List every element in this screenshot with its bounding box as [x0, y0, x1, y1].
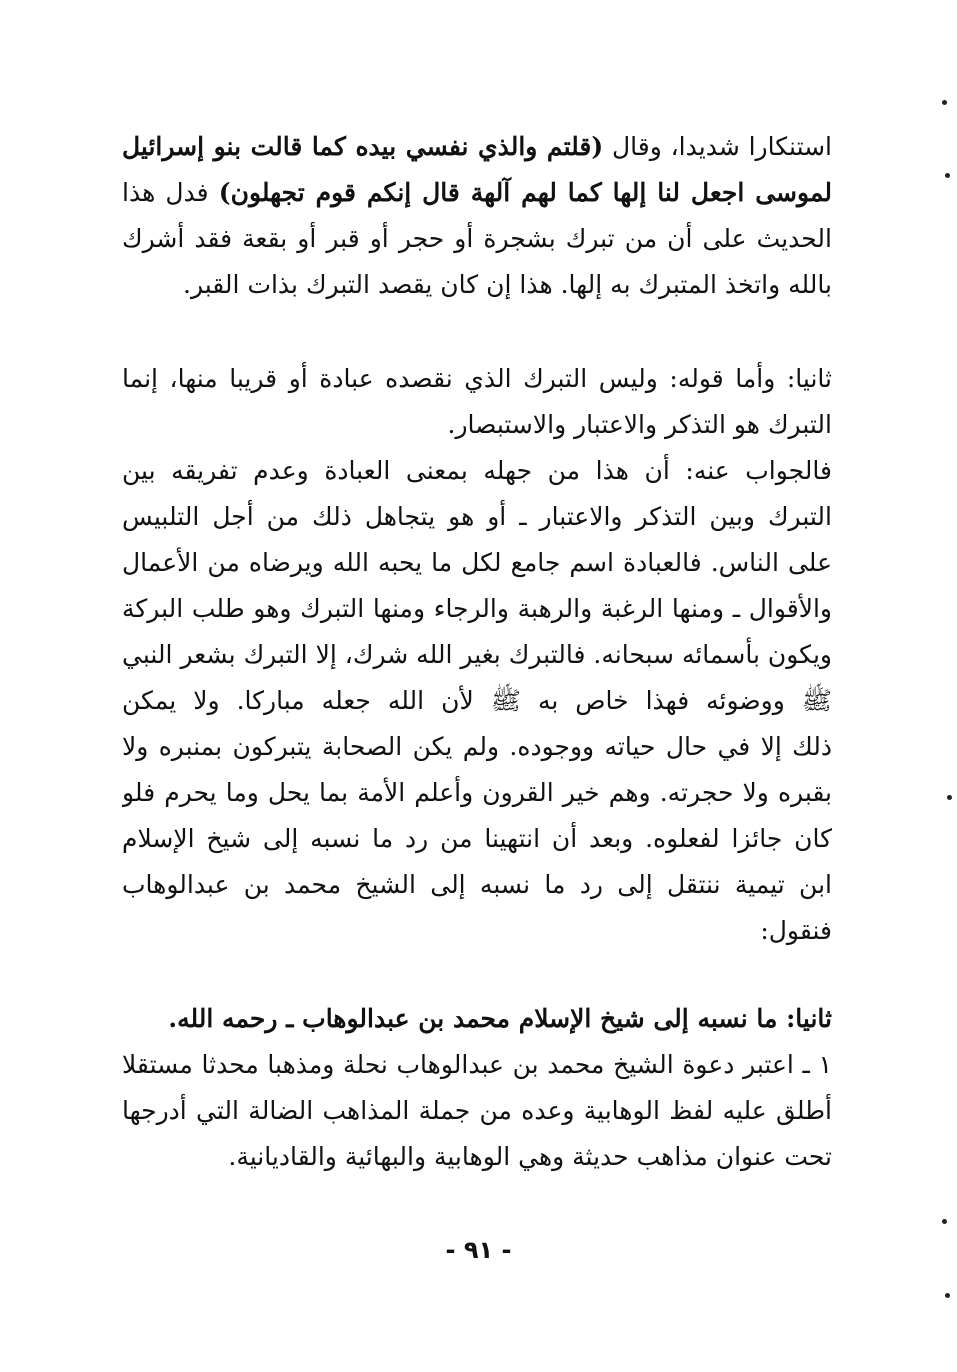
text-line: ١ ـ اعتبر دعوة الشيخ محمد بن عبدالوهاب نحلة ومذهبا محدثا مستقلا [122, 1050, 832, 1079]
text-line: كان جائزا لفعلوه. وبعد أن انتهينا من رد ما نسبه إلى شيخ الإسلام [122, 824, 832, 853]
text-line: ثانيا: وأما قوله: وليس التبرك الذي نقصده عبادة أو قريبا منها، إنما [122, 364, 832, 393]
page-number: - ٩١ - [445, 1236, 512, 1264]
text-line: بالله واتخذ المتبرك به إلها. هذا إن كان يقصد التبرك بذات القبر. [183, 270, 832, 299]
text-line [122, 124, 832, 169]
text-line: الحديث على أن من تبرك بشجرة أو حجر أو قبر أو بقعة فقد أشرك [122, 224, 832, 253]
text-line: ابن تيمية ننتقل إلى رد ما نسبه إلى الشيخ محمد بن عبدالوهاب [122, 870, 832, 899]
text-segment: فدل هذا [122, 178, 219, 207]
text-segment: استنكارا شديدا، وقال [603, 132, 832, 161]
text-line: التبرك وبين التذكر والاعتبار ـ أو هو يتجاهل ذلك من أجل التلبيس [122, 502, 832, 531]
text-line: بقبره ولا حجرته. وهم خير القرون وأعلم الأمة بما يحل وما يحرم فلو [122, 778, 832, 807]
scan-speck [945, 173, 950, 178]
text-line: فالجواب عنه: أن هذا من جهله بمعنى العبادة وعدم تفريقه بين [122, 456, 832, 485]
scan-speck [942, 100, 947, 105]
text-line: تحت عنوان مذاهب حديثة وهي الوهابية والبهائية والقاديانية. [228, 1142, 832, 1171]
bold-quote: لموسى اجعل لنا إلها كما لهم آلهة قال إنكم قوم تجهلون) [218, 178, 832, 207]
text-line: فنقول: [760, 916, 832, 945]
scan-speck [942, 1219, 947, 1224]
scan-speck [947, 795, 952, 800]
text-line: التبرك هو التذكر والاعتبار والاستبصار. [447, 410, 832, 439]
text-line: ذلك إلا في حال حياته ووجوده. ولم يكن الصحابة يتبركون بمنبره ولا [122, 732, 832, 761]
text-line: أطلق عليه لفظ الوهابية وعده من جملة المذاهب الضالة التي أدرجها [122, 1096, 832, 1125]
bold-quote: (قلتم والذي نفسي بيده كما قالت بنو إسرائيل [122, 132, 604, 161]
section-heading: ثانيا: ما نسبه إلى شيخ الإسلام محمد بن عبدالوهاب ـ رحمه الله. [168, 1004, 832, 1033]
text-line: على الناس. فالعبادة اسم جامع لكل ما يحبه الله ويرضاه من الأعمال [122, 548, 832, 577]
text-line [122, 170, 832, 215]
scan-speck [945, 1293, 950, 1298]
text-line: ويكون بأسمائه سبحانه. فالتبرك بغير الله شرك، إلا التبرك بشعر النبي [122, 640, 832, 669]
text-line: ﷺ ووضوئه فهذا خاص به ﷺ لأن الله جعله مباركا. ولا يمكن [122, 686, 832, 715]
text-line: والأقوال ـ ومنها الرغبة والرهبة والرجاء ومنها التبرك وهو طلب البركة [122, 594, 832, 623]
